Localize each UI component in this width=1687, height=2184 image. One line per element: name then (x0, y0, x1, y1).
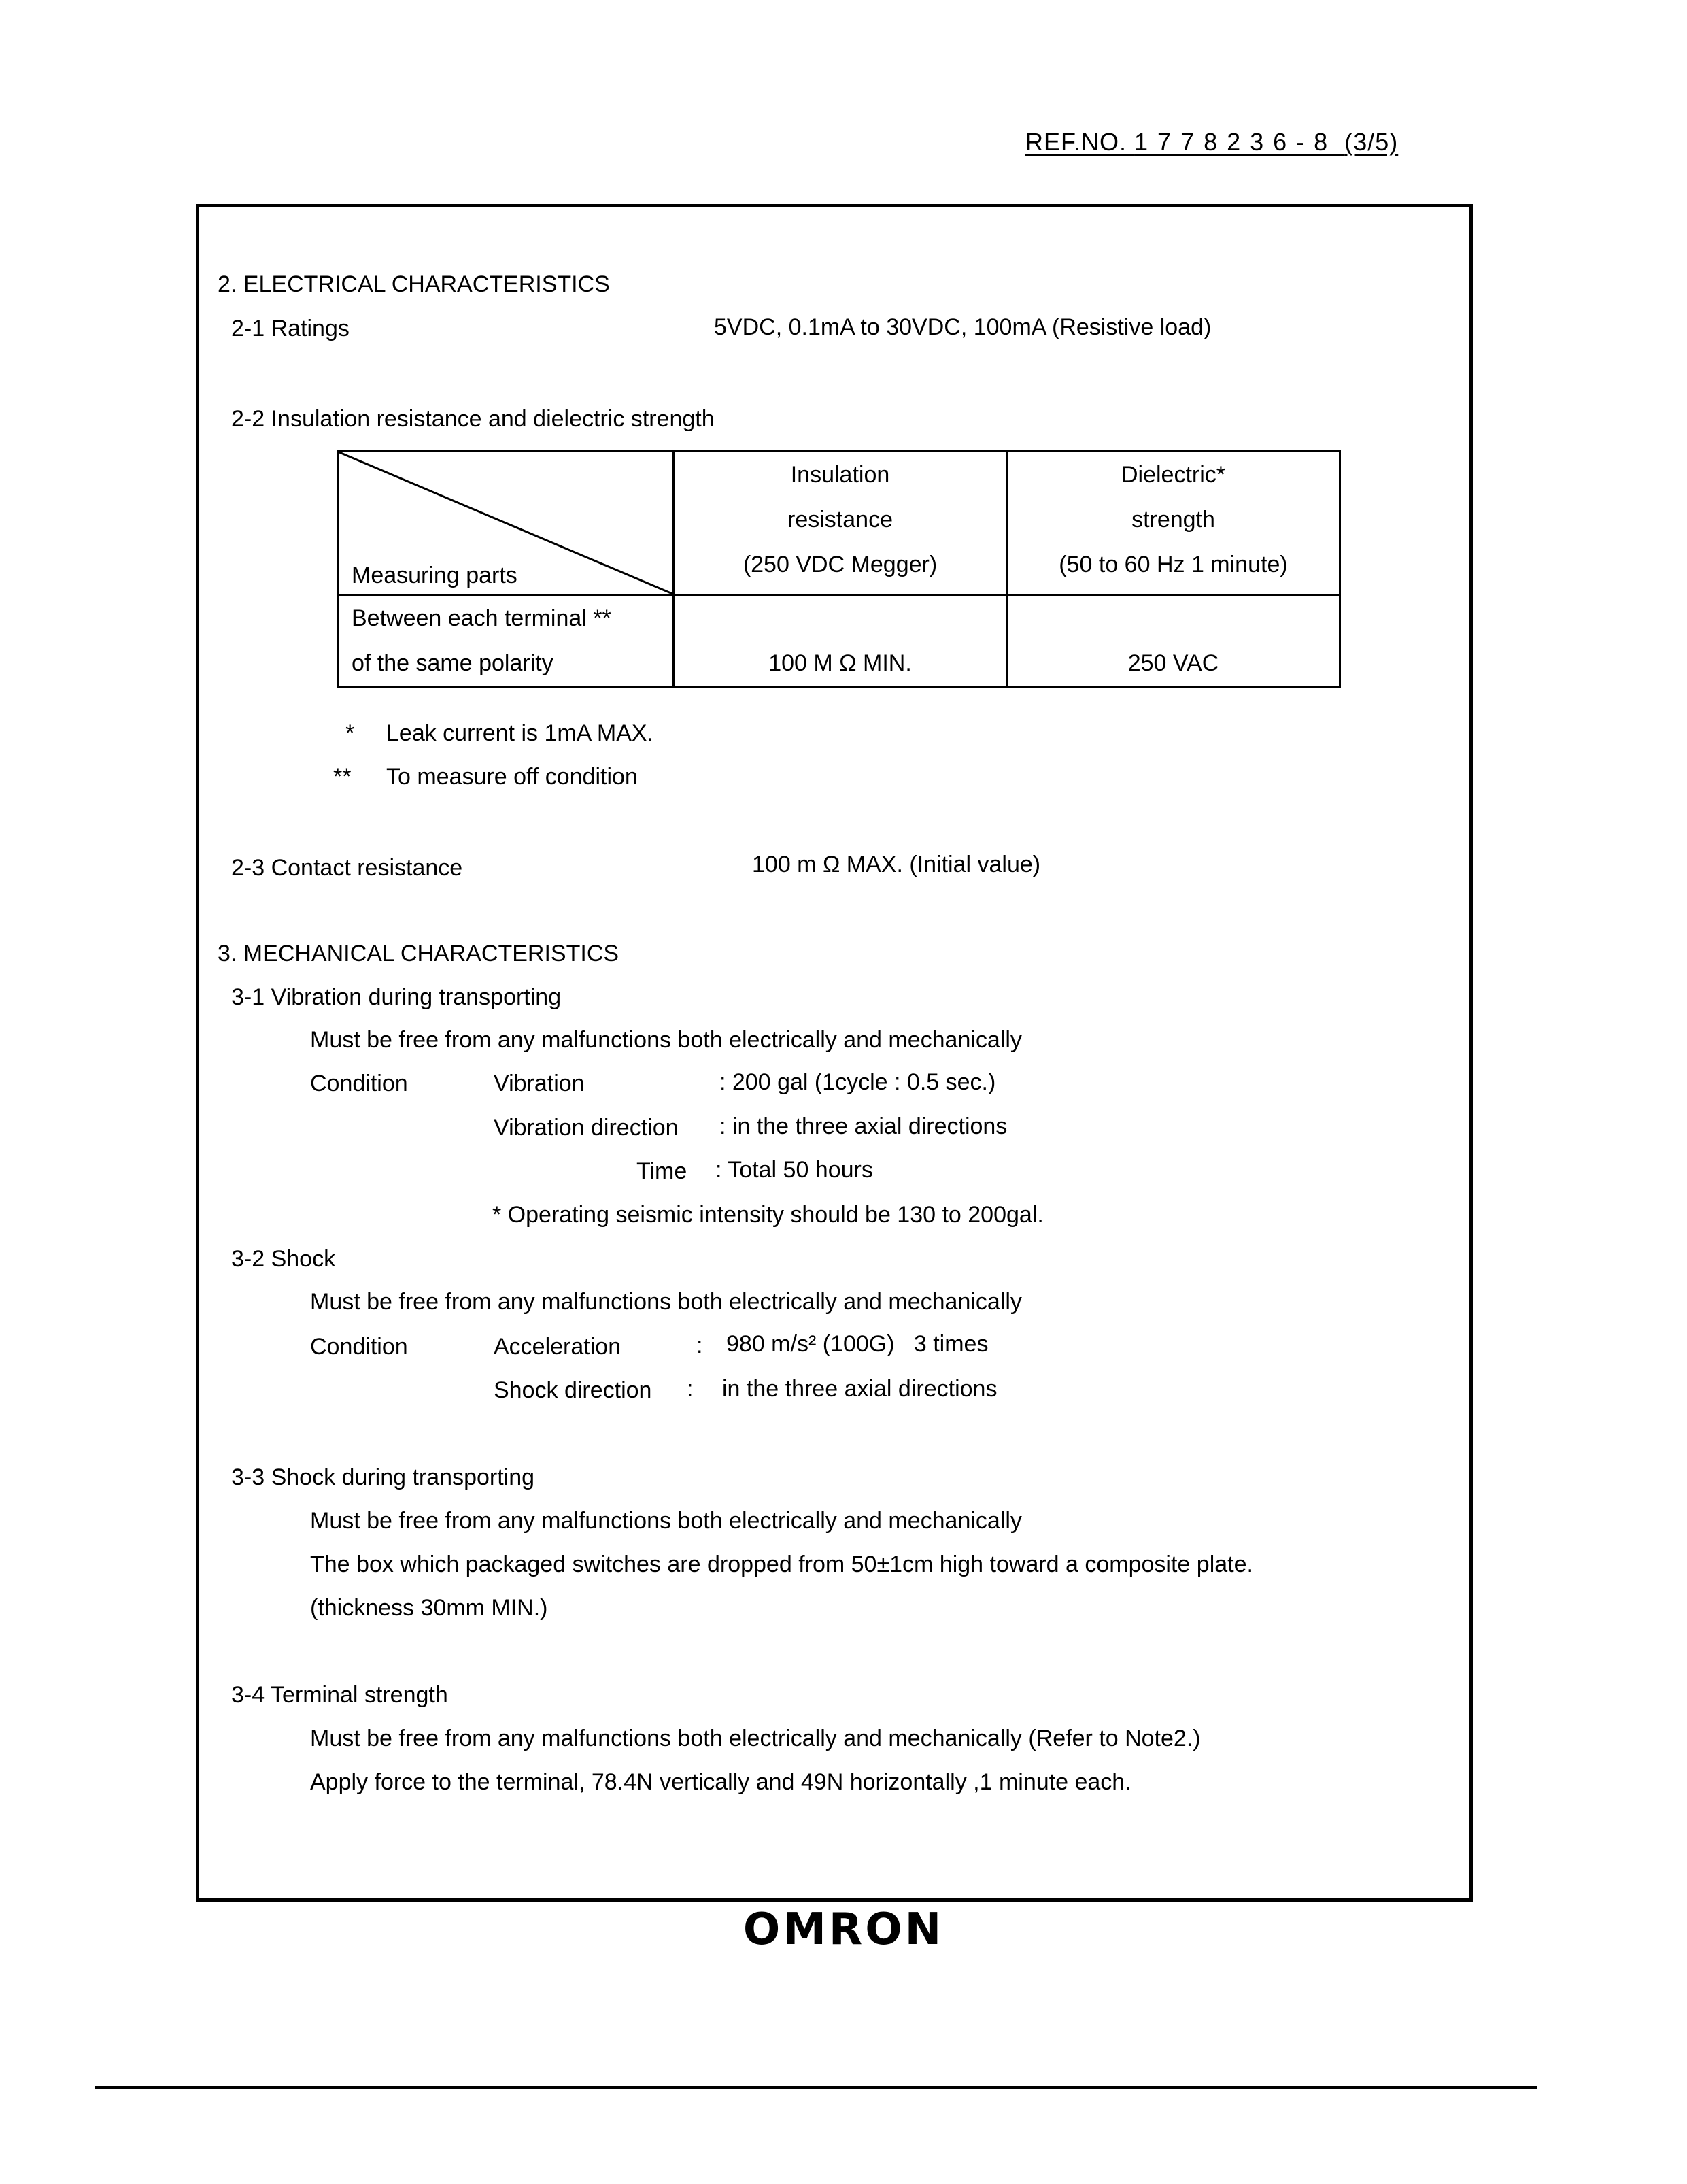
bottom-rule (95, 2086, 1537, 2089)
ref-page: (3/5) (1344, 128, 1399, 156)
row-label-line: of the same polarity (352, 650, 553, 676)
col-dielectric-line: strength (1131, 507, 1215, 533)
shock-acceleration-label: Acceleration (494, 1334, 621, 1360)
row-insulation-value: 100 M Ω MIN. (768, 650, 912, 676)
note-mark: * (345, 720, 355, 746)
vibration-direction-value: : in the three axial directions (719, 1113, 1008, 1139)
col-dielectric-header (1007, 452, 1340, 595)
row-label-cell (339, 595, 674, 687)
table-corner-cell (339, 452, 674, 595)
note-mark: ** (333, 764, 352, 790)
ref-number: 1778236-8 (1134, 128, 1337, 156)
terminal-force-text: Apply force to the terminal, 78.4N vertically and 49N horizontally ,1 minute each. (310, 1769, 1131, 1795)
vibration-time-value: : Total 50 hours (715, 1157, 873, 1183)
note-text: To measure off condition (386, 764, 638, 790)
row-label-line: Between each terminal ** (352, 605, 611, 631)
corner-label: Measuring parts (352, 562, 517, 588)
shock-direction-value: in the three axial directions (722, 1376, 998, 1402)
row-dielectric-cell (1007, 595, 1340, 687)
col-insulation-header (674, 452, 1007, 595)
vibration-note: * Operating seismic intensity should be 130 to 200gal. (492, 1202, 1044, 1228)
transport-requirement: Must be free from any malfunctions both electrically and mechanically (310, 1508, 1022, 1534)
vibration-heading: 3-1 Vibration during transporting (231, 984, 562, 1010)
shock-acceleration-colon: : (696, 1332, 703, 1358)
contact-label: 2-3 Contact resistance (231, 855, 463, 881)
note-text: Leak current is 1mA MAX. (386, 720, 654, 746)
terminal-requirement: Must be free from any malfunctions both electrically and mechanically (Refer to Note2.) (310, 1726, 1201, 1751)
table-header-row (339, 452, 1340, 595)
ratings-value: 5VDC, 0.1mA to 30VDC, 100mA (Resistive load) (714, 314, 1212, 340)
shock-condition-label: Condition (310, 1334, 408, 1360)
vibration-time-label: Time (636, 1158, 687, 1184)
vibration-direction-label: Vibration direction (494, 1115, 679, 1141)
shock-heading: 3-2 Shock (231, 1246, 336, 1272)
shock-requirement: Must be free from any malfunctions both electrically and mechanically (310, 1289, 1022, 1315)
col-insulation-line: resistance (787, 507, 893, 533)
vibration-condition-label: Condition (310, 1071, 408, 1096)
transport-drop-text: The box which packaged switches are dropped from 50±1cm high toward a composite plate. (310, 1551, 1253, 1577)
col-dielectric-line: (50 to 60 Hz 1 minute) (1059, 552, 1288, 577)
reference-number (1025, 128, 1398, 156)
insulation-table (337, 450, 1341, 688)
vibration-label: Vibration (494, 1071, 585, 1096)
col-insulation-line: (250 VDC Megger) (743, 552, 938, 577)
shock-acceleration-value: 980 m/s² (100G) 3 times (726, 1331, 989, 1357)
omron-logo: OMRON (743, 1904, 944, 1955)
row-dielectric-value: 250 VAC (1127, 650, 1219, 676)
mechanical-heading: 3. MECHANICAL CHARACTERISTICS (218, 941, 619, 967)
shock-direction-colon: : (687, 1376, 694, 1402)
shock-direction-label: Shock direction (494, 1377, 652, 1403)
ref-label: REF.NO. (1025, 128, 1127, 156)
row-insulation-cell (674, 595, 1007, 687)
vibration-requirement: Must be free from any malfunctions both electrically and mechanically (310, 1027, 1022, 1053)
ratings-label: 2-1 Ratings (231, 316, 350, 341)
insulation-heading: 2-2 Insulation resistance and dielectric strength (231, 406, 715, 432)
vibration-value: : 200 gal (1cycle : 0.5 sec.) (719, 1069, 996, 1095)
table-row (339, 595, 1340, 687)
col-dielectric-line: Dielectric* (1121, 462, 1226, 488)
terminal-strength-heading: 3-4 Terminal strength (231, 1682, 448, 1708)
contact-value: 100 m Ω MAX. (Initial value) (752, 852, 1041, 877)
electrical-heading: 2. ELECTRICAL CHARACTERISTICS (218, 271, 610, 297)
transport-thickness-text: (thickness 30mm MIN.) (310, 1595, 548, 1621)
transport-shock-heading: 3-3 Shock during transporting (231, 1464, 535, 1490)
col-insulation-line: Insulation (790, 462, 890, 488)
